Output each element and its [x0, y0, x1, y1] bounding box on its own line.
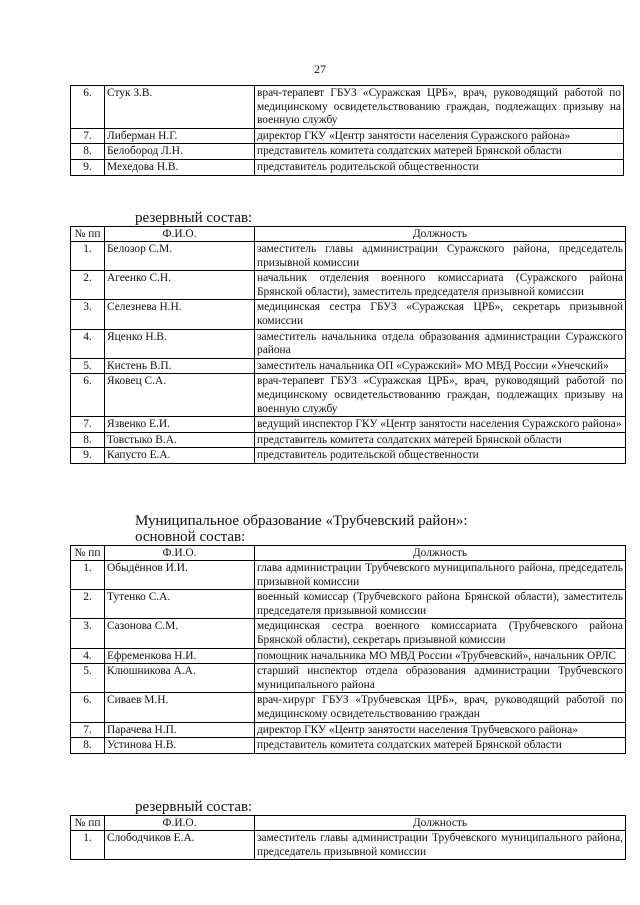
members-table-continued [70, 85, 624, 176]
member-position: представитель комитета солдатских матерей Брянской области [255, 432, 626, 448]
table-row [71, 619, 626, 648]
member-name: Кистень В.П. [105, 358, 255, 374]
header-num: № пп [71, 546, 105, 561]
member-position: глава администрации Трубчевского муниципального района, председатель призывной комиссии [255, 561, 626, 590]
table-row [71, 159, 624, 175]
member-name: Селезнева Н.Н. [105, 300, 255, 329]
table-row [71, 831, 626, 860]
member-position: военный комиссар (Трубчевского района Брянской области), заместитель председателя призывной комиссии [255, 590, 626, 619]
table-row [71, 648, 626, 664]
table-row [71, 128, 624, 144]
reserve-table-2 [70, 815, 626, 860]
row-number: 8. [71, 738, 105, 754]
table-header-row [71, 227, 626, 242]
member-position: врач-хирург ГБУЗ «Трубчевская ЦРБ», врач, руководящий работой по медицинскому освидетельствованию граждан [255, 693, 626, 722]
row-number: 8. [71, 144, 105, 160]
member-position: заместитель начальника отдела образования администрации Суражского района [255, 329, 626, 358]
table-row [71, 448, 626, 464]
row-number: 7. [71, 722, 105, 738]
row-number: 1. [71, 242, 105, 271]
table-row [71, 329, 626, 358]
member-name: Яковец С.А. [105, 374, 255, 417]
table-row [71, 722, 626, 738]
member-name: Белозор С.М. [105, 242, 255, 271]
member-name: Товстыко В.А. [105, 432, 255, 448]
member-name: Мехедова Н.В. [105, 159, 255, 175]
member-name: Стук З.В. [105, 86, 255, 129]
member-name: Ефременкова Н.И. [105, 648, 255, 664]
table-row [71, 738, 626, 754]
member-position: заместитель главы администрации Суражского района, председатель призывной комиссии [255, 242, 626, 271]
table-row [71, 144, 624, 160]
header-position: Должность [255, 816, 626, 831]
row-number: 3. [71, 619, 105, 648]
header-position: Должность [255, 227, 626, 242]
municipality-heading: Муниципальное образование «Трубчевский район»: [135, 513, 468, 529]
member-position: заместитель главы администрации Трубчевского муниципального района, председатель призывной комиссии [255, 831, 626, 860]
header-num: № пп [71, 227, 105, 242]
row-number: 9. [71, 159, 105, 175]
member-position: ведущий инспектор ГКУ «Центр занятости населения Суражского района» [255, 417, 626, 433]
table-header-row [71, 546, 626, 561]
member-position: врач-терапевт ГБУЗ «Суражская ЦРБ», врач, руководящий работой по медицинскому освидетельствованию граждан, подлежащих призыву на военную службу [255, 374, 626, 417]
member-name: Белобород Л.Н. [105, 144, 255, 160]
table-row [71, 374, 626, 417]
row-number: 9. [71, 448, 105, 464]
table-row [71, 561, 626, 590]
member-position: врач-терапевт ГБУЗ «Суражская ЦРБ», врач, руководящий работой по медицинскому освидетельствованию граждан, подлежащих призыву на военную службу [255, 86, 624, 129]
member-name: Агеенко С.Н. [105, 271, 255, 300]
member-name: Устинова Н.В. [105, 738, 255, 754]
member-name: Либерман Н.Г. [105, 128, 255, 144]
row-number: 6. [71, 86, 105, 129]
member-position: старший инспектор отдела образования администрации Трубчевского муниципального района [255, 664, 626, 693]
row-number: 4. [71, 648, 105, 664]
reserve-heading-2: резервный состав: [135, 799, 253, 815]
member-name: Капусто Е.А. [105, 448, 255, 464]
member-name: Обыдённов И.И. [105, 561, 255, 590]
member-position: представитель комитета солдатских матерей Брянской области [255, 144, 624, 160]
page-number: 27 [314, 62, 326, 76]
row-number: 7. [71, 128, 105, 144]
row-number: 1. [71, 561, 105, 590]
row-number: 2. [71, 271, 105, 300]
member-position: заместитель начальника ОП «Суражский» МО МВД России «Унечский» [255, 358, 626, 374]
member-name: Язвенко Е.И. [105, 417, 255, 433]
member-position: медицинская сестра военного комиссариата (Трубчевского района Брянской области), секретарь призывной комиссии [255, 619, 626, 648]
member-position: представитель родительской общественности [255, 448, 626, 464]
table-row [71, 417, 626, 433]
table-row [71, 358, 626, 374]
reserve-heading-1: резервный состав: [135, 210, 253, 226]
main-table-trubchevsk [70, 545, 626, 754]
header-name: Ф.И.О. [105, 227, 255, 242]
header-name: Ф.И.О. [105, 546, 255, 561]
member-position: помощник начальника МО МВД России «Трубчевский», начальник ОРЛС [255, 648, 626, 664]
member-position: медицинская сестра ГБУЗ «Суражская ЦРБ», секретарь призывной комиссии [255, 300, 626, 329]
row-number: 8. [71, 432, 105, 448]
member-name: Парачева Н.П. [105, 722, 255, 738]
table-row [71, 271, 626, 300]
row-number: 5. [71, 664, 105, 693]
row-number: 4. [71, 329, 105, 358]
member-name: Яценко Н.В. [105, 329, 255, 358]
member-name: Сазонова С.М. [105, 619, 255, 648]
member-position: представитель комитета солдатских матерей Брянской области [255, 738, 626, 754]
header-num: № пп [71, 816, 105, 831]
table-row [71, 590, 626, 619]
header-name: Ф.И.О. [105, 816, 255, 831]
member-name: Тутенко С.А. [105, 590, 255, 619]
member-position: представитель родительской общественности [255, 159, 624, 175]
member-name: Сиваев М.Н. [105, 693, 255, 722]
row-number: 2. [71, 590, 105, 619]
member-position: директор ГКУ «Центр занятости населения Суражского района» [255, 128, 624, 144]
table-row [71, 432, 626, 448]
reserve-table-1 [70, 226, 626, 464]
member-name: Слободчиков Е.А. [105, 831, 255, 860]
member-position: начальник отделения военного комиссариата (Суражского района Брянской области), заместитель председателя призывной комиссии [255, 271, 626, 300]
row-number: 1. [71, 831, 105, 860]
row-number: 7. [71, 417, 105, 433]
table-row [71, 664, 626, 693]
table-row [71, 242, 626, 271]
table-row [71, 86, 624, 129]
main-composition-heading: основной состав: [135, 529, 246, 545]
header-position: Должность [255, 546, 626, 561]
table-header-row [71, 816, 626, 831]
row-number: 6. [71, 374, 105, 417]
member-name: Клюшникова А.А. [105, 664, 255, 693]
row-number: 6. [71, 693, 105, 722]
row-number: 3. [71, 300, 105, 329]
row-number: 5. [71, 358, 105, 374]
member-position: директор ГКУ «Центр занятости населения Трубчевского района» [255, 722, 626, 738]
table-row [71, 300, 626, 329]
table-row [71, 693, 626, 722]
